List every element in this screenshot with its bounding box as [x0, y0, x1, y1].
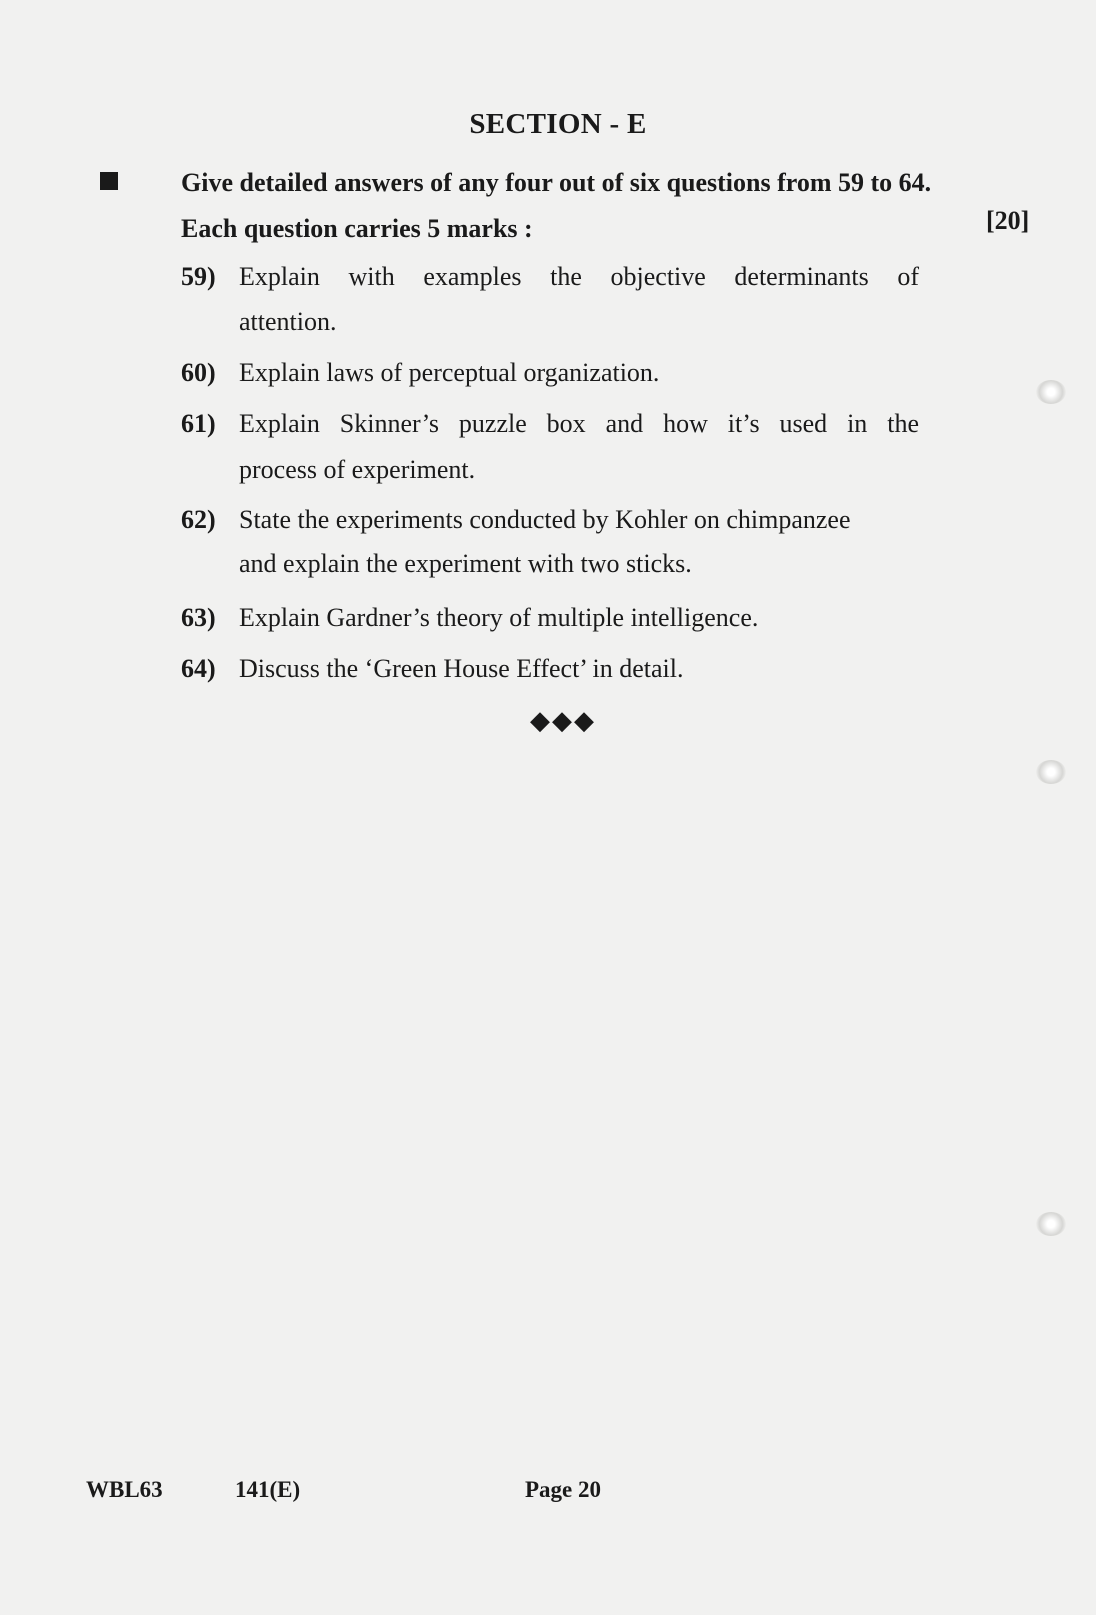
- question-text-line1: Explain Skinner’s puzzle box and how it’s used in the: [239, 409, 919, 438]
- question-text-line2: and explain the experiment with two sticks.: [239, 549, 692, 578]
- question-number: 64): [181, 654, 216, 683]
- punch-hole: [1036, 760, 1066, 784]
- question-number: 60): [181, 358, 216, 387]
- footer-page-number: Page 20: [525, 1477, 602, 1502]
- question-text-line2: attention.: [239, 307, 337, 336]
- end-marker-diamond-icons: ◆◆◆: [530, 706, 596, 735]
- question-text-line1: Discuss the ‘Green House Effect’ in detail.: [239, 654, 684, 683]
- footer-code: WBL63: [86, 1477, 163, 1502]
- question-text-line1: Explain with examples the objective determinants of: [239, 262, 919, 291]
- section-marks: [20]: [986, 206, 1030, 235]
- question-number: 61): [181, 409, 216, 438]
- question-text-line1: State the experiments conducted by Kohler on chimpanzee: [239, 505, 851, 534]
- question-text-line1: Explain Gardner’s theory of multiple intelligence.: [239, 603, 759, 632]
- punch-hole: [1036, 380, 1066, 404]
- square-bullet-icon: [100, 172, 118, 190]
- question-number: 59): [181, 262, 216, 291]
- section-title: SECTION - E: [469, 108, 647, 140]
- punch-hole: [1036, 1212, 1066, 1236]
- question-number: 63): [181, 603, 216, 632]
- section-instructions: Give detailed answers of any four out of six questions from 59 to 64. Each question carries 5 marks :: [181, 168, 932, 243]
- question-text-line1: Explain laws of perceptual organization.: [239, 358, 660, 387]
- footer-paper: 141(E): [235, 1477, 301, 1502]
- question-number: 62): [181, 505, 216, 534]
- question-text-line2: process of experiment.: [239, 455, 476, 484]
